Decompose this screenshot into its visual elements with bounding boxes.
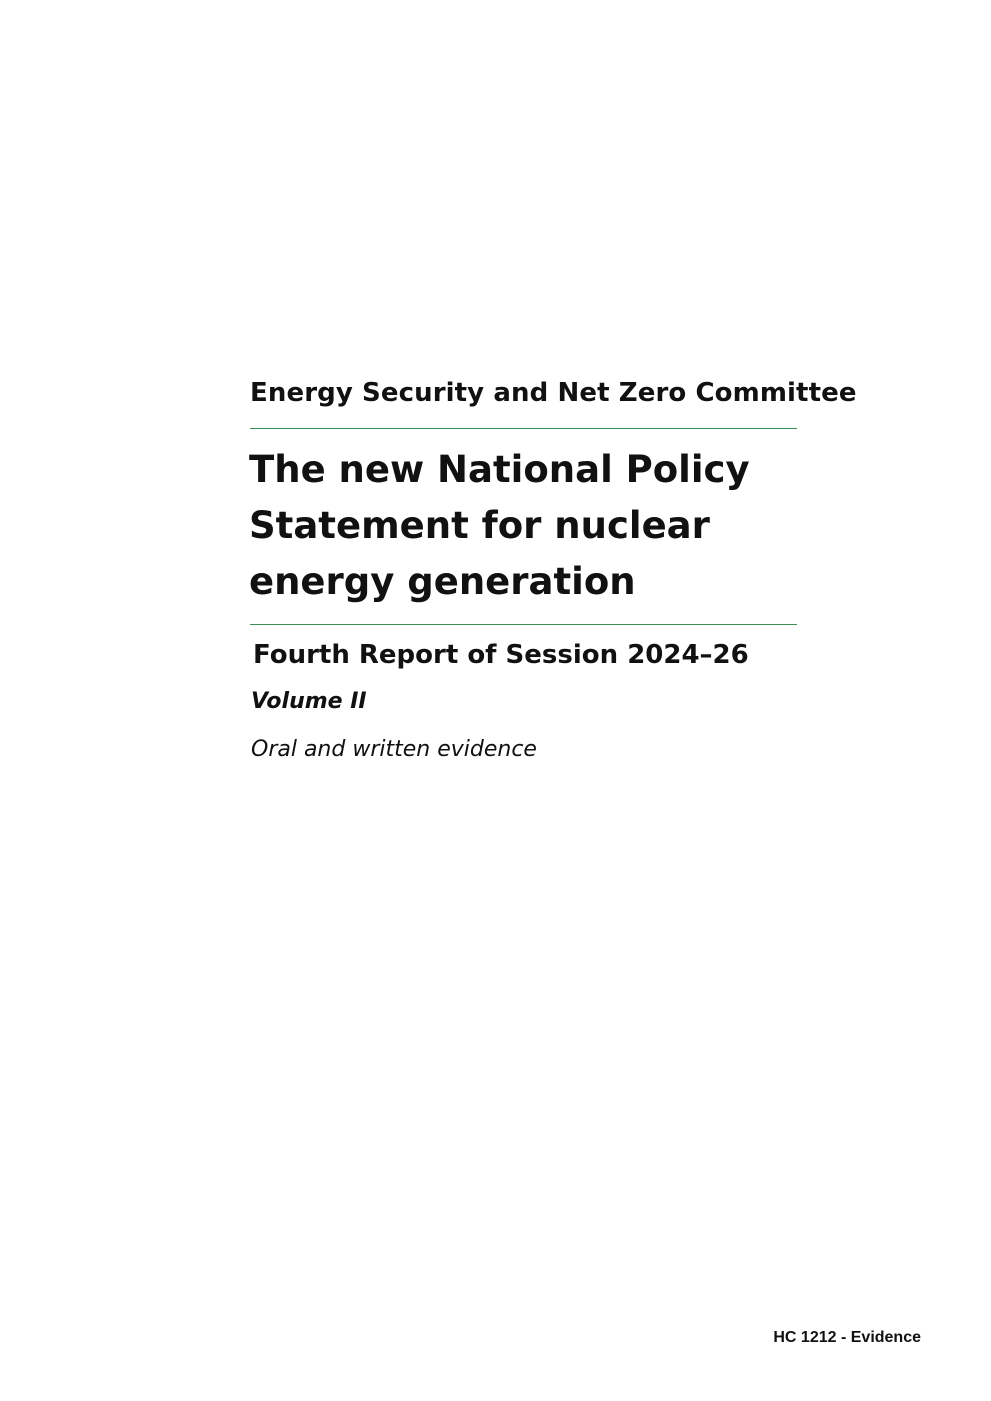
report-title [249,442,809,610]
report-session: Fourth Report of Session 2024–26 [253,640,749,670]
title-line-2: Statement for nuclear [249,504,710,547]
hc-reference: HC 1212 - Evidence [773,1329,921,1346]
title-line-1: The new National Policy [249,448,750,491]
bottom-divider [250,624,797,625]
top-divider [250,428,797,429]
volume-label: Volume II [251,689,367,714]
title-line-3: energy generation [249,560,636,603]
committee-name: Energy Security and Net Zero Committee [250,378,857,408]
evidence-subtitle: Oral and written evidence [251,737,537,762]
